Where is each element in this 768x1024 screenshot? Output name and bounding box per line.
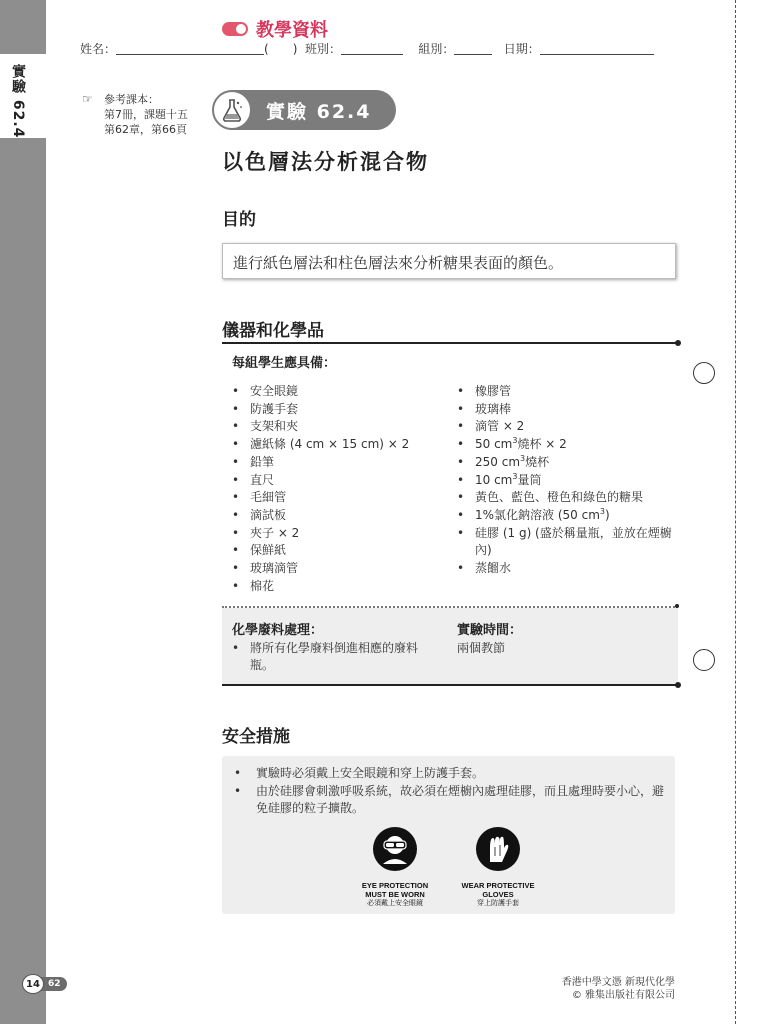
left-sidebar [0, 0, 46, 1024]
page-number-value: 14 [22, 974, 44, 994]
safety-list [234, 765, 670, 818]
item-text: 250 cm [475, 454, 521, 469]
date-label: 日期： [503, 42, 540, 56]
list-item: • 由於硅膠會刺激呼吸系統，故必須在煙櫥內處理硅膠，而且處理時要小心，避免硅膠的粒子擴散。 [234, 783, 670, 818]
apparatus-subheading: 每組學生應具備： [232, 356, 337, 371]
item-text: 燒杯 [525, 454, 550, 469]
list-item: • 直尺 [232, 472, 442, 490]
superscript: 3 [512, 471, 518, 481]
list-item [457, 436, 672, 454]
dotted-divider [222, 606, 678, 608]
item-text: 1%氯化鈉溶液 (50 cm [475, 507, 600, 522]
list-item [457, 454, 672, 472]
list-item: • 安全眼鏡 [232, 383, 442, 401]
date-field[interactable] [540, 42, 654, 55]
list-item: • 防護手套 [232, 401, 442, 419]
list-item: • 實驗時必須戴上安全眼鏡和穿上防護手套。 [234, 765, 670, 783]
bracket-close: ) [292, 42, 298, 56]
rule-end-dot [675, 340, 681, 346]
flask-icon [212, 90, 252, 130]
section-rule [222, 684, 678, 686]
gloves-sign [455, 826, 541, 908]
binder-hole [693, 362, 715, 384]
reference-line-2: 第62章，第66頁 [104, 123, 187, 136]
superscript: 3 [520, 453, 526, 463]
list-item: • 硅膠 (1 g) (盛於稱量瓶，並放在煙櫥內) [457, 525, 672, 560]
time-value: 兩個教節 [457, 641, 506, 655]
header-tag [222, 16, 328, 42]
list-item: • 黃色、藍色、橙色和綠色的糖果 [457, 489, 672, 507]
list-item: • 濾紙條 (4 cm × 15 cm) × 2 [232, 436, 442, 454]
list-item: • 蒸餾水 [457, 560, 672, 578]
group-label: 組別： [418, 42, 455, 56]
list-item: • 玻璃棒 [457, 401, 672, 419]
item-text: 50 cm [475, 437, 513, 452]
superscript: 3 [512, 436, 518, 446]
list-item: • 滴試板 [232, 507, 442, 525]
toggle-icon [222, 22, 248, 36]
header-title: 教學資料 [256, 20, 328, 41]
perforation-line [735, 0, 736, 1024]
class-field[interactable] [341, 42, 403, 55]
sign-caption-cn: 穿上防護手套 [477, 900, 519, 907]
list-item: • 支架和夾 [232, 418, 442, 436]
apparatus-list-right [457, 383, 672, 578]
list-item: • 鉛筆 [232, 454, 442, 472]
list-item: • 將所有化學廢料倒進相應的廢料瓶。 [232, 640, 440, 674]
name-label: 姓名： [80, 42, 117, 56]
item-text: 10 cm [475, 472, 513, 487]
class-number-field[interactable] [269, 43, 293, 55]
experiment-badge [214, 90, 396, 130]
footer-copyright: © 雅集出版社有限公司 [571, 990, 675, 1001]
footer [562, 976, 675, 1002]
safety-heading: 安全措施 [222, 727, 290, 747]
section-rule [222, 342, 678, 344]
superscript: 3 [599, 506, 605, 516]
name-field[interactable] [116, 42, 264, 55]
group-field[interactable] [454, 42, 492, 55]
class-label: 班別： [305, 42, 342, 56]
binder-hole [693, 649, 715, 671]
list-item: • 保鮮紙 [232, 542, 442, 560]
bracket-open: ( [264, 42, 269, 56]
list-item: • 毛細管 [232, 489, 442, 507]
page-title: 以色層法分析混合物 [222, 150, 429, 174]
sign-caption: MUST BE WORN [365, 890, 425, 899]
student-info-line [80, 40, 654, 57]
footer-book-title: 香港中學文憑 新現代化學 [561, 977, 675, 988]
side-tab-label: 實驗 62.4 [10, 64, 26, 139]
item-text: 燒杯 × 2 [517, 437, 567, 452]
sign-caption: GLOVES [482, 890, 514, 899]
sign-caption: WEAR PROTECTIVE [461, 881, 535, 890]
item-text: 量筒 [517, 472, 542, 487]
experiment-number: 實驗 62.4 [266, 100, 372, 123]
sign-caption-cn: 必須戴上安全眼鏡 [367, 900, 423, 907]
time-heading: 實驗時間： [457, 623, 523, 638]
gloves-icon [475, 826, 521, 872]
list-item: • 棉花 [232, 578, 442, 596]
list-item: • 玻璃滴管 [232, 560, 442, 578]
waste-list [232, 640, 440, 674]
reference-label: 參考課本： [104, 93, 159, 106]
apparatus-heading: 儀器和化學品 [222, 321, 324, 341]
list-item: • 橡膠管 [457, 383, 672, 401]
rule-end-dot [675, 604, 679, 608]
waste-heading: 化學廢料處理： [232, 623, 324, 638]
reference-line-1: 第7冊，課題十五 [104, 108, 188, 121]
sign-caption: EYE PROTECTION [361, 881, 429, 890]
aim-heading: 目的 [222, 210, 256, 230]
aim-box: 進行紙色層法和柱色層法來分析糖果表面的顏色。 [222, 243, 676, 279]
list-item: • 夾子 × 2 [232, 525, 442, 543]
list-item [457, 507, 672, 525]
list-item: • 滴管 × 2 [457, 418, 672, 436]
eye-protection-sign [352, 826, 438, 908]
item-text: ) [605, 507, 610, 522]
textbook-reference [84, 92, 188, 137]
list-item [457, 472, 672, 490]
rule-end-dot [675, 682, 681, 688]
apparatus-list-left [232, 383, 442, 595]
pointing-hand-icon: ☞ [82, 92, 93, 106]
chapter-number: 62 [40, 977, 67, 991]
goggles-icon [372, 826, 418, 872]
page-number [22, 974, 67, 994]
